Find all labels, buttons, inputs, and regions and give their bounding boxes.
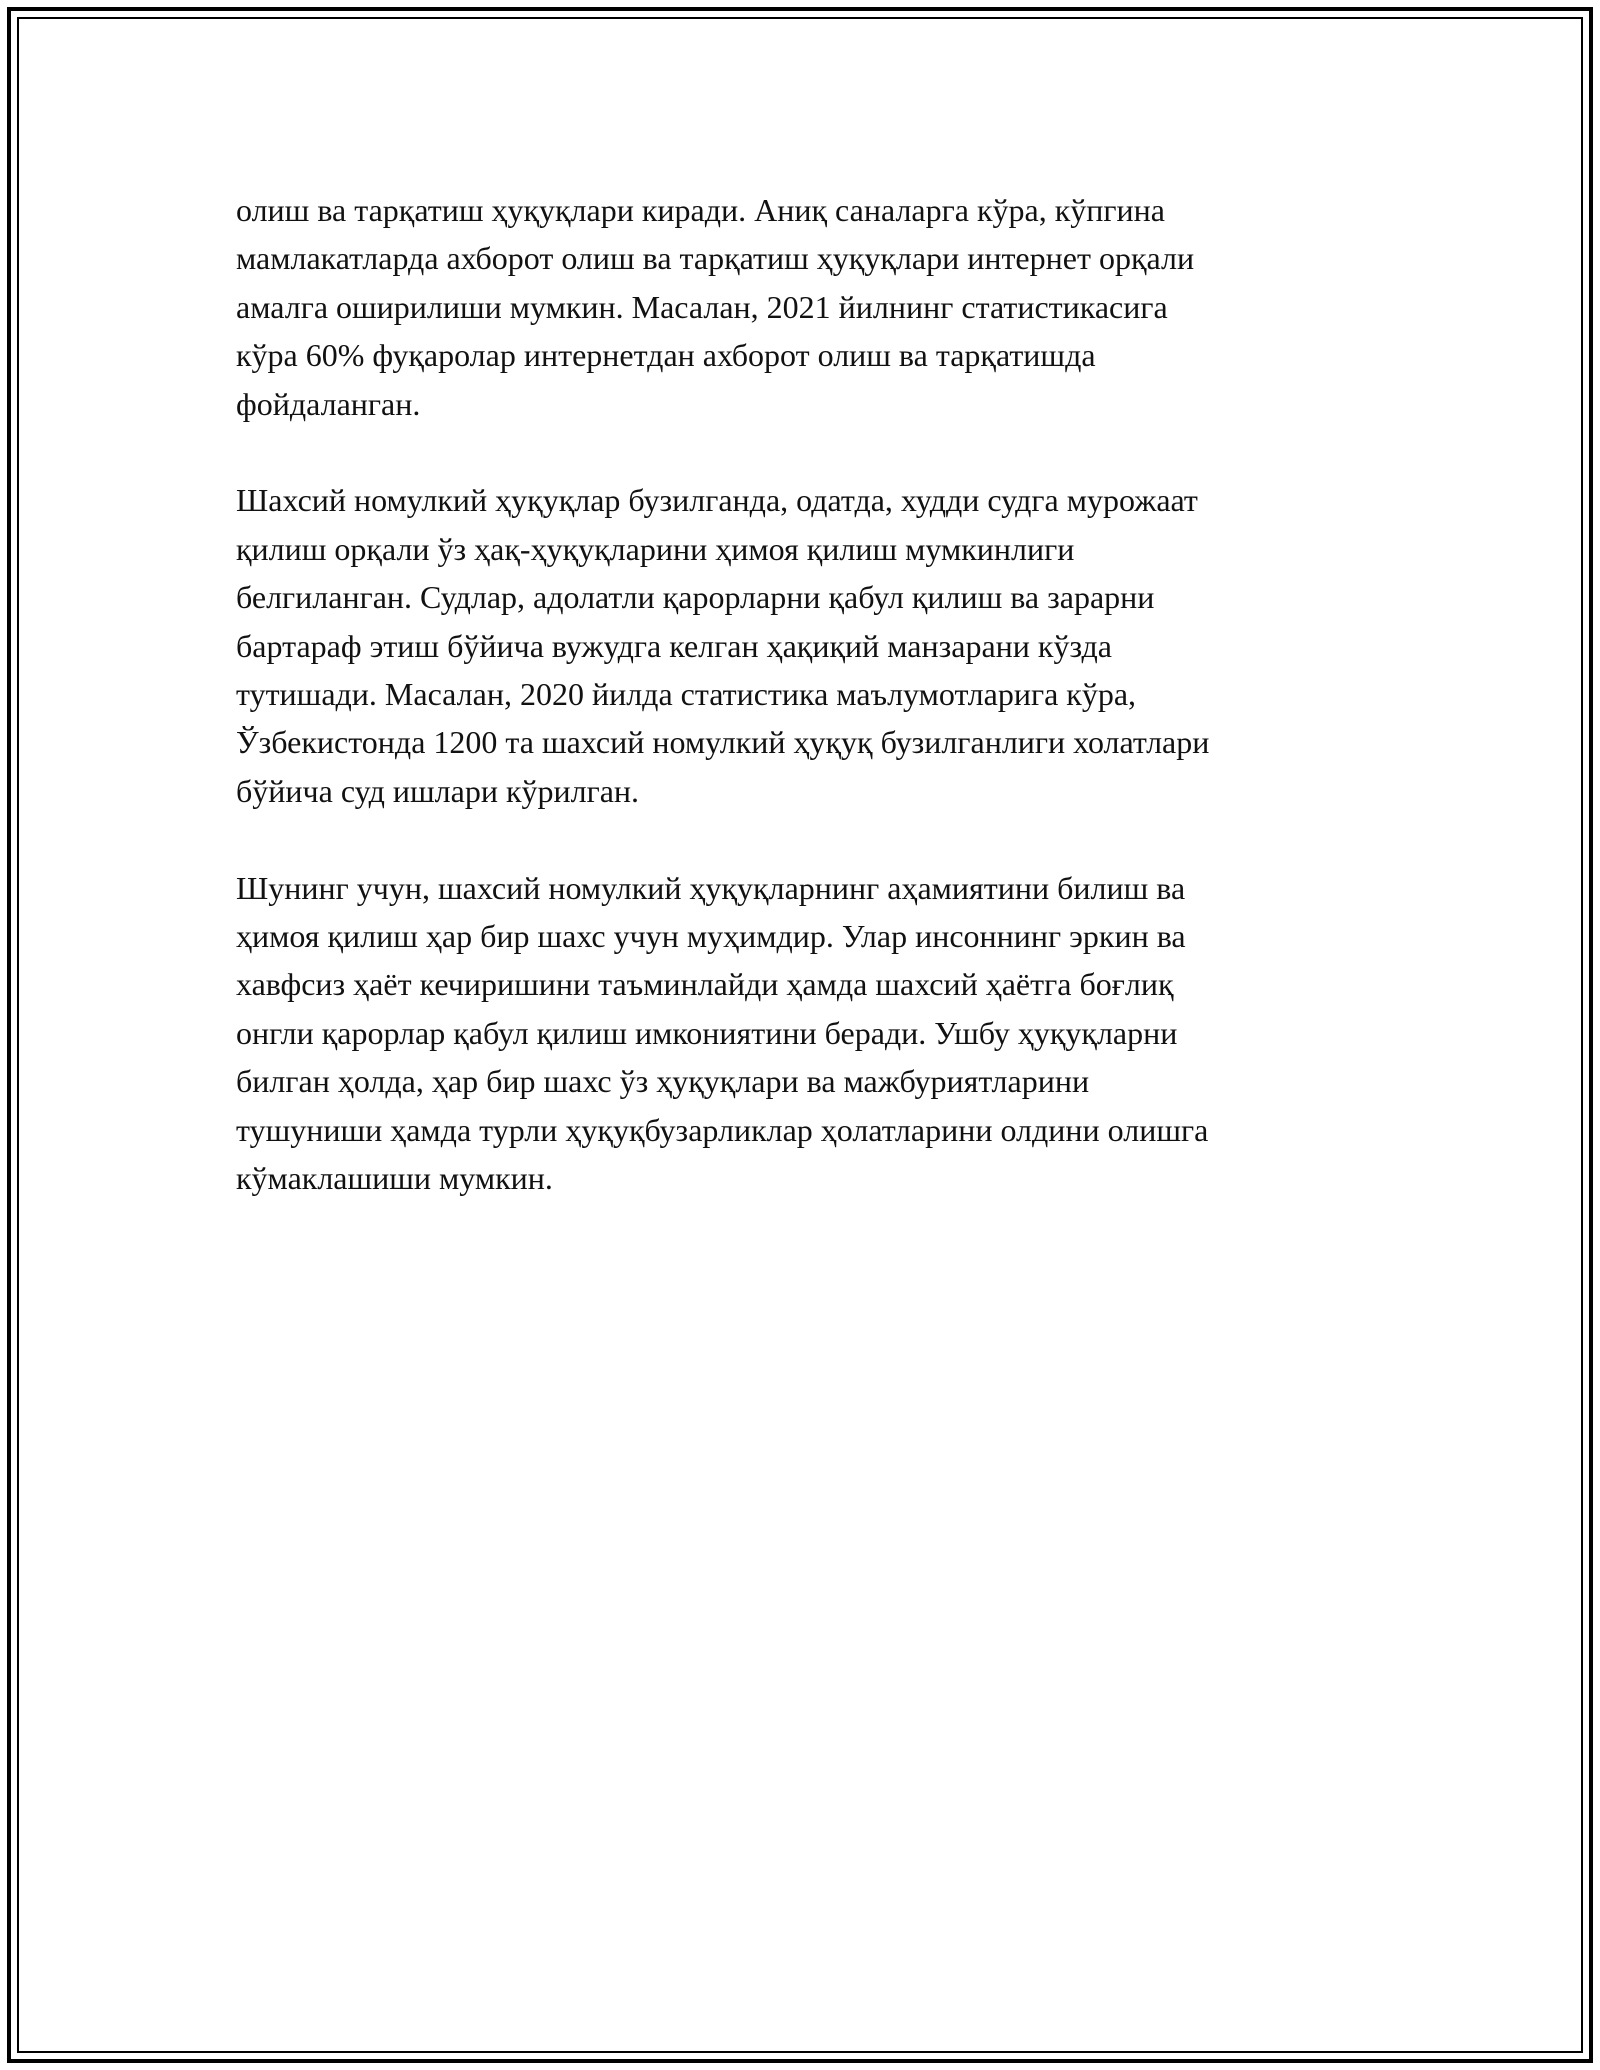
document-body (236, 186, 1372, 1251)
paragraph-2: Шахсий номулкий ҳуқуқлар бузилганда, одатда, худди судга мурожаат қилиш орқали ўз ҳақ-ҳуқуқларини ҳимоя қилиш мумкинлиги белгиланган. Судлар, адолатли қарорларни қабул қилиш ва зарарни бартараф этиш бўйича вужудга келган ҳақиқий манзарани кўзда тутишади. Масалан, 2020 йилда статистика маълумотларига кўра, Ўзбекистонда 1200 та шахсий номулкий ҳуқуқ бузилганлиги холатлари бўйича суд ишлари кўрилган. (236, 482, 1210, 809)
paragraph-3: Шунинг учун, шахсий номулкий ҳуқуқларнинг аҳамиятини билиш ва ҳимоя қилиш ҳар бир шахс учун муҳимдир. Улар инсоннинг эркин ва хавфсиз ҳаёт кечиришини таъминлайди ҳамда шахсий ҳаётга боғлиқ онгли қарорлар қабул қилиш имкониятини беради. Ушбу ҳуқуқларни билган ҳолда, ҳар бир шахс ўз ҳуқуқлари ва мажбуриятларини тушуниши ҳамда турли ҳуқуқбузарликлар ҳолатларини олдини олишга кўмаклашиши мумкин. (236, 869, 1209, 1197)
paragraph-1: олиш ва тарқатиш ҳуқуқлари киради. Аниқ саналарга кўра, кўпгина мамлакатларда ахборот олиш ва тарқатиш ҳуқуқлари интернет орқали амалга оширилиши мумкин. Масалан, 2021 йилнинг статистикасига кўра 60% фуқаролар интернетдан ахборот олиш ва тарқатишда фойдаланган. (236, 192, 1195, 422)
